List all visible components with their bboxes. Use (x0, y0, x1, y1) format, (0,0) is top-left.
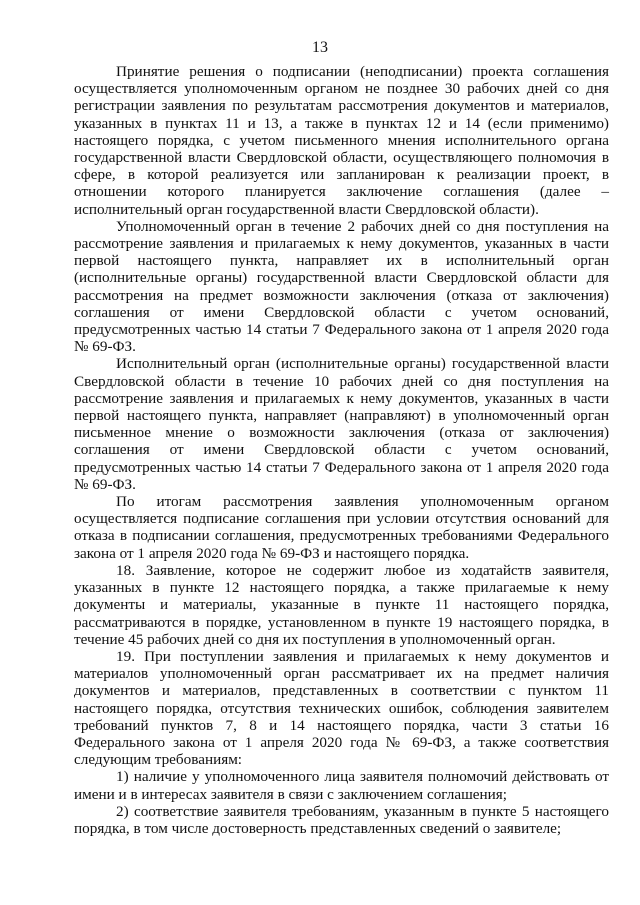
paragraph-item-19: 19. При поступлении заявления и прилагаемых к нему документов и материалов уполномоченный орган рассматривает их на предмет наличия документов и материалов, представленных в соответствии с пунктом 11 настоящего порядка, отсутствия технических ошибок, соблюдения заявителем требований пунктов 7, 8 и 14 настоящего порядка, части 3 статьи 16 Федерального закона от 1 апреля 2020 года № 69-ФЗ, а также соответствия следующим требованиям: (74, 647, 609, 769)
paragraph-item-18: 18. Заявление, которое не содержит любое из ходатайств заявителя, указанных в пункте 12 настоящего порядка, а также прилагаемые к нему документы и материалы, указанные в пункте 11 настоящего порядка, рассматриваются в порядке, установленном в пункте 19 настоящего порядка, в течение 45 рабочих дней со дня их поступления в уполномоченный орган. (74, 561, 609, 648)
page-number: 13 (312, 39, 328, 56)
paragraph-requirement-1: 1) наличие у уполномоченного лица заявителя полномочий действовать от имени и в интересах заявителя в связи с заключением соглашения; (74, 768, 609, 803)
paragraph-authorized-body-forwarding: Уполномоченный орган в течение 2 рабочих дней со дня поступления на рассмотрение заявления и прилагаемых к нему документов, указанных в части первой настоящего пункта, направляет их в исполнительный орган (исполнительные органы) государственной власти Свердловской области для рассмотрения на предмет возможности заключения (отказа от заключения) соглашения от имени Свердловской области с учетом оснований, предусмотренных частью 14 статьи 7 Федерального закона от 1 апреля 2020 года № 69-ФЗ. (74, 217, 609, 356)
paragraph-executive-body-opinion: Исполнительный орган (исполнительные органы) государственной власти Свердловской области в течение 10 рабочих дней со дня поступления на рассмотрение заявления и прилагаемых к нему документов, указанных в части первой настоящего пункта, направляет (направляют) в уполномоченный орган письменное мнение о возможности заключения (отказа от заключения) соглашения от имени Свердловской области с учетом оснований, предусмотренных частью 14 статьи 7 Федерального закона от 1 апреля 2020 года № 69-ФЗ. (74, 355, 609, 493)
paragraph-signing-result: По итогам рассмотрения заявления уполномоченным органом осуществляется подписание соглашения при условии отсутствия оснований для отказа в подписании соглашения, предусмотренных требованиями Федерального закона от 1 апреля 2020 года № 69-ФЗ и настоящего порядка. (74, 493, 609, 562)
paragraph-decision-on-signing: Принятие решения о подписании (неподписании) проекта соглашения осуществляется уполномоченным органом не позднее 30 рабочих дней со дня регистрации заявления по результатам рассмотрения документов и материалов, указанных в пунктах 11 и 13, а также в пунктах 12 и 14 (если применимо) настоящего порядка, с учетом письменного мнения исполнительного органа государственной власти Свердловской области, осуществляющего полномочия в сфере, в которой реализуется или запланирован к реализации проект, в отношении которого планируется заключение соглашения (далее – исполнительный орган государственной власти Свердловской области). (74, 63, 609, 218)
paragraph-requirement-2: 2) соответствие заявителя требованиям, указанным в пункте 5 настоящего порядка, в том числе достоверность представленных сведений о заявителе; (74, 802, 609, 837)
document-body (74, 63, 609, 837)
